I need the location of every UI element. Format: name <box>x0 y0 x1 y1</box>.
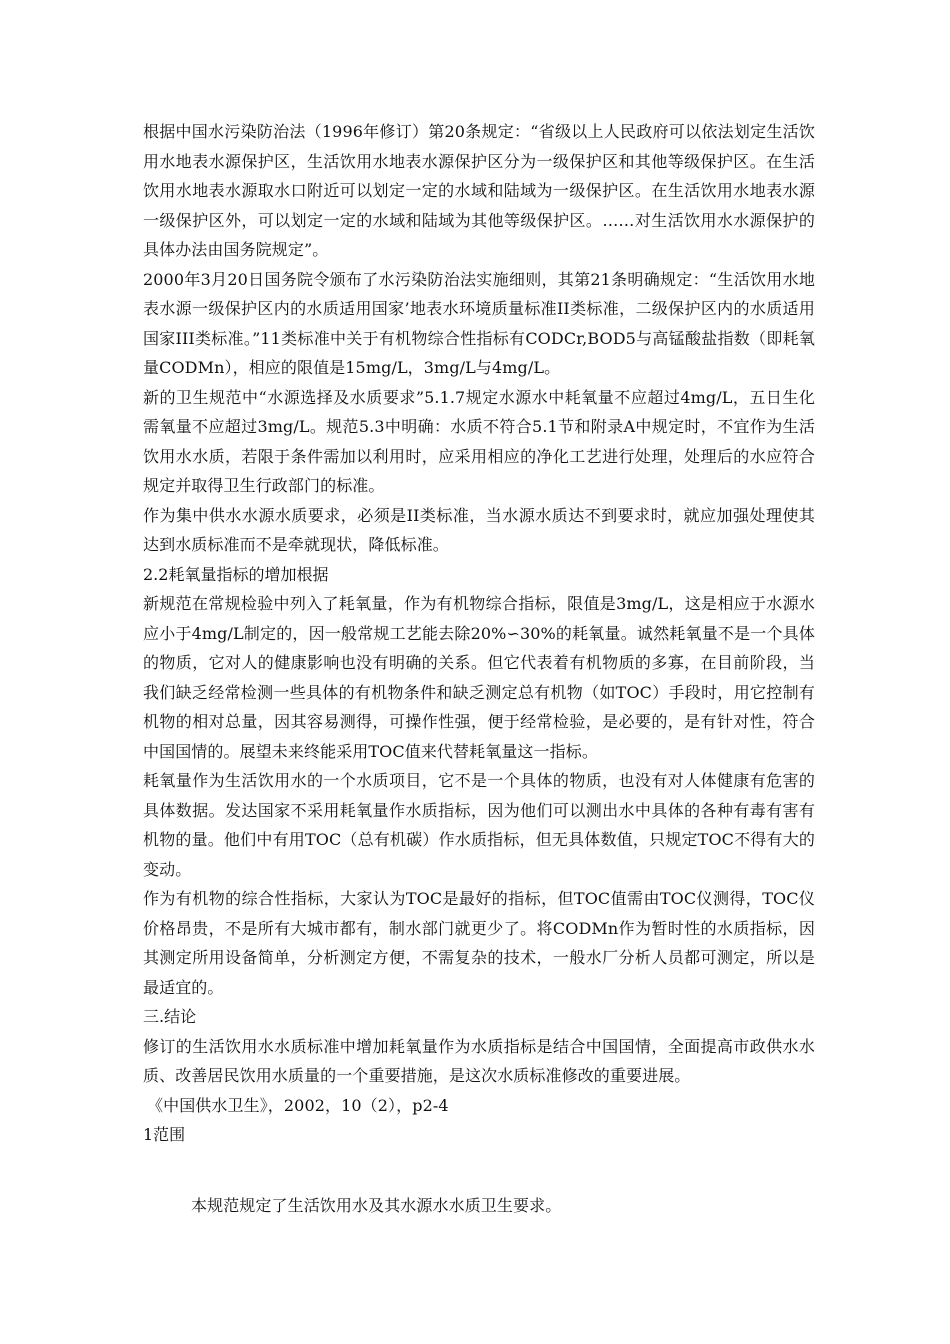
paragraph-hygiene-standard: 新的卫生规范中“水源选择及水质要求”5.1.7规定水源水中耗氧量不应超过4mg/L，五日生化需氧量不应超过3mg/L。规范5.3中明确：水质不符合5.1节和附录A中规定时，不宜作为生活饮用水水质，若限于条件需加以利用时，应采用相应的净化工艺进行处理，处理后的水应符合规定并取得卫生行政部门的标准。 <box>143 387 815 495</box>
paragraph-law-article-20: 根据中国水污染防治法（1996年修订）第20条规定：“省级以上人民政府可以依法划定生活饮用水地表水源保护区，生活饮用水地表水源保护区分为一级保护区和其他等级保护区。在生活饮用水地表水源取水口附近可以划定一定的水域和陆域为一级保护区。在生活饮用水地表水源一级保护区外，可以划定一定的水域和陆域为其他等级保护区。……对生活饮用水水源保护的具体办法由国务院规定”。 <box>143 122 815 259</box>
paragraph-toc-indicator: 作为有机物的综合性指标，大家认为TOC是最好的指标，但TOC值需由TOC仪测得，TOC仪价格昂贵，不是所有大城市都有，制水部门就更少了。将CODMn作为暂时性的水质指标，因其测定所用设备简单，分析测定方便，不需复杂的技术，一般水厂分析人员都可测定，所以是最适宜的。 <box>143 889 815 997</box>
section-heading-conclusion: 三.结论 <box>143 1007 197 1026</box>
paragraph-conclusion: 修订的生活饮用水水质标准中增加耗氧量作为水质指标是结合中国国情，全面提高市政供水水质、改善居民饮用水质量的一个重要措施，是这次水质标准修改的重要进展。 <box>143 1036 815 1085</box>
paragraph-scope: 本规范规定了生活饮用水及其水源水水质卫生要求。 <box>191 1195 562 1215</box>
citation: 《中国供水卫生》，2002，10（2），p2-4 <box>147 1095 449 1115</box>
section-heading-2-2: 2.2耗氧量指标的增加根据 <box>143 564 329 584</box>
paragraph-implementation-rules: 2000年3月20日国务院令颁布了水污染防治法实施细则，其第21条明确规定：“生活饮用水地表水源一级保护区内的水质适用国家’地表水环境质量标准II类标准，二级保护区内的水质适用国家III类标准。”11类标准中关于有机物综合性指标有CODCr,BOD5与高锰酸盐指数（即耗氧量CODMn），相应的限值是15mg/L，3mg/L与4mg/L。 <box>143 269 815 377</box>
paragraph-oxygen-consumption-basis: 新规范在常规检验中列入了耗氧量，作为有机物综合指标，限值是3mg/L，这是相应于水源水应小于4mg/L制定的，因一般常规工艺能去除20%∽30%的耗氧量。诚然耗氧量不是一个具体的物质，它对人的健康影响也没有明确的关系。但它代表着有机物质的多寡，在目前阶段，当我们缺乏经常检测一些具体的有机物条件和缺乏测定总有机物（如TOC）手段时，用它控制有机物的相对总量，因其容易测得，可操作性强，便于经常检验，是必要的，是有针对性，符合中国国情的。展望未来终能采用TOC值来代替耗氧量这一指标。 <box>143 594 815 761</box>
spacer <box>143 1150 815 1191</box>
section-heading-scope: 1范围 <box>143 1125 186 1144</box>
paragraph-source-requirement: 作为集中供水水源水质要求，必须是II类标准，当水源水质达不到要求时，就应加强处理使其达到水质标准而不是牵就现状，降低标准。 <box>143 505 815 554</box>
document-page <box>143 117 815 1220</box>
paragraph-oxygen-consumption-item: 耗氧量作为生活饮用水的一个水质项目，它不是一个具体的物质，也没有对人体健康有危害的具体数据。发达国家不采用耗氧量作水质指标，因为他们可以测出水中具体的各种有毒有害有机物的量。他们中有用TOC（总有机碳）作水质指标，但无具体数值，只规定TOC不得有大的变动。 <box>143 771 815 879</box>
